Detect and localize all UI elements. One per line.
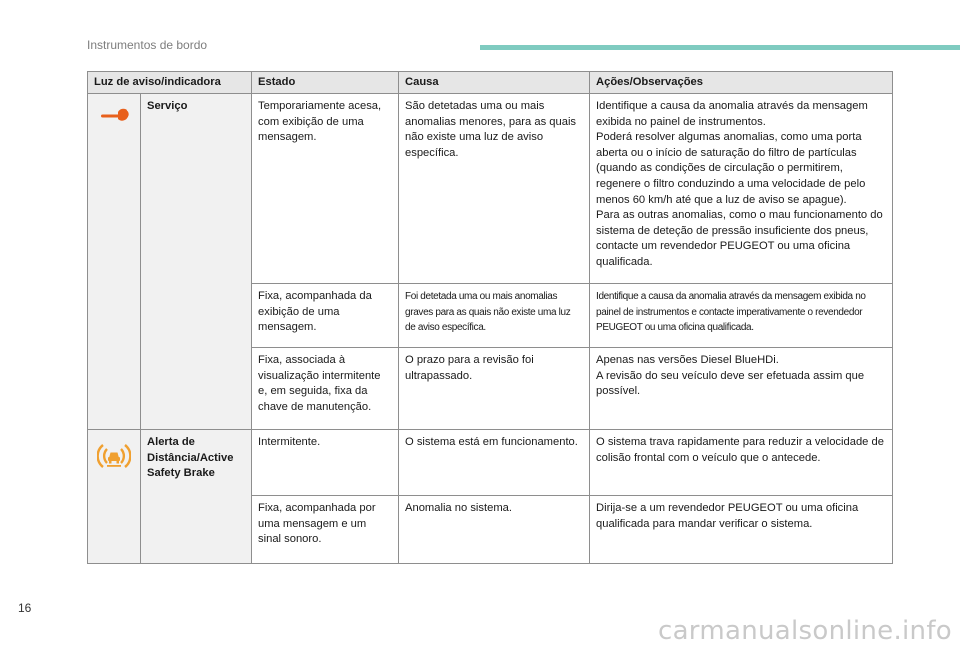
causa-cell: Anomalia no sistema. — [399, 496, 590, 564]
column-header-estado: Estado — [252, 72, 399, 94]
page-header-title: Instrumentos de bordo — [87, 38, 208, 52]
causa-cell: O sistema está em funcionamento. — [399, 430, 590, 496]
table-row — [88, 94, 893, 284]
collision-alert-icon — [97, 441, 131, 477]
causa-cell: O prazo para a revisão foi ultrapassado. — [399, 348, 590, 430]
service-icon-cell — [88, 94, 141, 430]
acoes-cell: Identifique a causa da anomalia através da mensagem exibida no painel de instrumentos e contacte imperativamente o revendedor PEUGEOT ou uma oficina qualificada. — [590, 284, 893, 348]
estado-cell: Fixa, associada à visualização intermitente e, em seguida, fixa da chave de manutenção. — [252, 348, 399, 430]
column-header-luz: Luz de aviso/indicadora — [88, 72, 252, 94]
collision-icon-cell — [88, 430, 141, 564]
acoes-cell: Apenas nas versões Diesel BlueHDi. A revisão do seu veículo deve ser efetuada assim que possível. — [590, 348, 893, 430]
acoes-cell: Dirija-se a um revendedor PEUGEOT ou uma oficina qualificada para mandar verificar o sistema. — [590, 496, 893, 564]
estado-cell: Fixa, acompanhada por uma mensagem e um sinal sonoro. — [252, 496, 399, 564]
warning-lights-table — [87, 71, 893, 564]
estado-cell: Temporariamente acesa, com exibição de uma mensagem. — [252, 94, 399, 284]
collision-alert-label: Alerta de Distância/Active Safety Brake — [141, 430, 252, 564]
estado-cell: Intermitente. — [252, 430, 399, 496]
causa-cell: São detetadas uma ou mais anomalias menores, para as quais não existe uma luz de aviso específica. — [399, 94, 590, 284]
estado-cell: Fixa, acompanhada da exibição de uma mensagem. — [252, 284, 399, 348]
table-header-row — [88, 72, 893, 94]
page-number: 16 — [18, 601, 32, 615]
header-accent-bar — [480, 45, 960, 50]
acoes-cell: Identifique a causa da anomalia através da mensagem exibida no painel de instrumentos. Poderá resolver algumas anomalias, como uma porta aberta ou o início de saturação do filtro de partículas (quando as condições de circulação o permitirem, regenere o filtro conduzindo a uma velocidade de pelo menos 60 km/h até que a luz de aviso se apague). Para as outras anomalias, como o mau funcionamento do sistema de deteção de pressão insuficiente dos pneus, contacte um revendedor PEUGEOT ou uma oficina qualificada. — [590, 94, 893, 284]
acoes-cell: O sistema trava rapidamente para reduzir a velocidade de colisão frontal com o veículo que o antecede. — [590, 430, 893, 496]
service-label: Serviço — [141, 94, 252, 430]
column-header-causa: Causa — [399, 72, 590, 94]
column-header-acoes: Ações/Observações — [590, 72, 893, 94]
causa-cell: Foi detetada uma ou mais anomalias graves para as quais não existe uma luz de aviso específica. — [399, 284, 590, 348]
wrench-icon — [99, 107, 129, 129]
table-row — [88, 430, 893, 496]
watermark-text: carmanualsonline.info — [657, 616, 952, 646]
